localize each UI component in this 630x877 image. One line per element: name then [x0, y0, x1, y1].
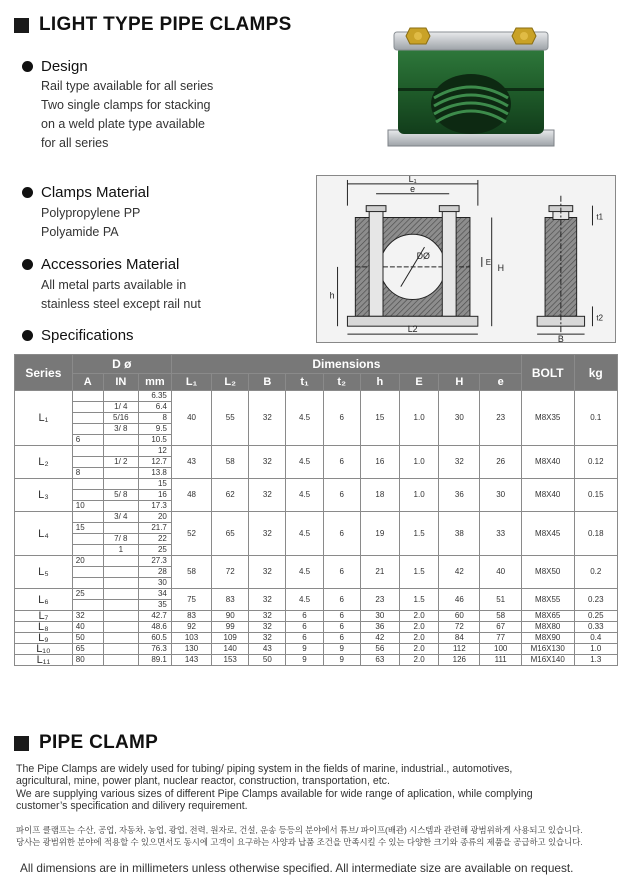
d-in-cell [103, 446, 138, 457]
dim-h-small-cell: 36 [360, 622, 399, 633]
pipe-clamp-title: PIPE CLAMP [14, 732, 158, 754]
bolt-cell: M8X65 [521, 611, 574, 622]
header-series: Series [15, 355, 73, 391]
d-mm-cell: 6.4 [138, 402, 171, 413]
dim-b-cell: 32 [249, 512, 286, 556]
header-l2: L₂ [212, 374, 249, 391]
technical-drawing [316, 175, 616, 343]
d-a-cell: 32 [72, 611, 103, 622]
bolt-cell: M8X40 [521, 446, 574, 479]
bolt-cell: M16X130 [521, 644, 574, 655]
bolt-cell: M16X140 [521, 655, 574, 666]
dim-h-small-cell: 21 [360, 556, 399, 589]
pipe-clamp-photo [384, 18, 559, 153]
kg-cell: 0.2 [574, 556, 617, 589]
dim-l2-cell: 90 [212, 611, 249, 622]
header-in: IN [103, 374, 138, 391]
dim-t1-cell: 4.5 [286, 512, 323, 556]
series-cell: L₉ [15, 633, 73, 644]
d-mm-cell: 25 [138, 545, 171, 556]
dim-t2-cell: 6 [323, 479, 360, 512]
table-row [15, 479, 618, 490]
d-in-cell [103, 501, 138, 512]
dim-h-small-cell: 23 [360, 589, 399, 611]
dim-l2-cell: 109 [212, 633, 249, 644]
dim-t2-cell: 6 [323, 622, 360, 633]
dim-t2-cell: 6 [323, 391, 360, 446]
d-mm-cell: 28 [138, 567, 171, 578]
kg-cell: 0.23 [574, 589, 617, 611]
d-a-cell [72, 479, 103, 490]
dim-b-cell: 32 [249, 479, 286, 512]
d-a-cell: 80 [72, 655, 103, 666]
d-mm-cell: 22 [138, 534, 171, 545]
series-cell: L₃ [15, 479, 73, 512]
dim-h-small-cell: 56 [360, 644, 399, 655]
dim-h-big-cell: 30 [439, 391, 480, 446]
series-cell: L₆ [15, 589, 73, 611]
d-in-cell [103, 468, 138, 479]
header-e-big: E [399, 374, 438, 391]
d-a-cell: 65 [72, 644, 103, 655]
table-row [15, 512, 618, 523]
dim-b-cell: 43 [249, 644, 286, 655]
d-mm-cell: 89.1 [138, 655, 171, 666]
dim-h-small-cell: 15 [360, 391, 399, 446]
dim-e-big-cell: 2.0 [399, 655, 438, 666]
d-in-cell [103, 479, 138, 490]
dim-e-big-cell: 2.0 [399, 633, 438, 644]
label-l2: L2 [407, 324, 418, 335]
kg-cell: 0.15 [574, 479, 617, 512]
d-in-cell: 1/ 4 [103, 402, 138, 413]
d-a-cell [72, 424, 103, 435]
dot-bullet-icon [22, 259, 33, 270]
dim-t2-cell: 6 [323, 446, 360, 479]
dim-l1-cell: 40 [171, 391, 211, 446]
dim-l2-cell: 99 [212, 622, 249, 633]
d-a-cell [72, 446, 103, 457]
dim-l1-cell: 52 [171, 512, 211, 556]
dim-h-big-cell: 60 [439, 611, 480, 622]
dim-e-big-cell: 2.0 [399, 622, 438, 633]
dim-e-small-cell: 58 [480, 611, 521, 622]
d-mm-cell: 10.5 [138, 435, 171, 446]
dim-t1-cell: 9 [286, 655, 323, 666]
d-in-cell [103, 435, 138, 446]
dim-h-big-cell: 32 [439, 446, 480, 479]
dim-b-cell: 32 [249, 556, 286, 589]
d-mm-cell: 12 [138, 446, 171, 457]
d-in-cell [103, 578, 138, 589]
d-in-cell [103, 600, 138, 611]
d-a-cell [72, 457, 103, 468]
d-mm-cell: 27.3 [138, 556, 171, 567]
kg-cell: 0.4 [574, 633, 617, 644]
dim-e-big-cell: 2.0 [399, 644, 438, 655]
d-mm-cell: 42.7 [138, 611, 171, 622]
d-mm-cell: 35 [138, 600, 171, 611]
dim-b-cell: 32 [249, 611, 286, 622]
header-t1: t₁ [286, 374, 323, 391]
d-in-cell: 1/ 2 [103, 457, 138, 468]
dim-e-small-cell: 40 [480, 556, 521, 589]
design-text: Rail type available for all series Two single clamps for stacking on a weld plate type available for all series [41, 79, 214, 150]
header-d: D ø [72, 355, 171, 374]
series-cell: L₅ [15, 556, 73, 589]
d-mm-cell: 34 [138, 589, 171, 600]
table-row [15, 655, 618, 666]
header-l1: L₁ [171, 374, 211, 391]
dim-e-big-cell: 2.0 [399, 611, 438, 622]
dim-b-cell: 50 [249, 655, 286, 666]
dim-l1-cell: 103 [171, 633, 211, 644]
dim-l1-cell: 130 [171, 644, 211, 655]
d-in-cell: 3/ 8 [103, 424, 138, 435]
header-kg: kg [574, 355, 617, 391]
label-l1: L₁ [408, 175, 417, 184]
kg-cell: 1.3 [574, 655, 617, 666]
d-a-cell [72, 391, 103, 402]
d-a-cell [72, 402, 103, 413]
d-a-cell: 50 [72, 633, 103, 644]
dim-l1-cell: 143 [171, 655, 211, 666]
dim-l1-cell: 83 [171, 611, 211, 622]
dim-t1-cell: 4.5 [286, 589, 323, 611]
dim-h-small-cell: 18 [360, 479, 399, 512]
kg-cell: 0.25 [574, 611, 617, 622]
dim-t1-cell: 9 [286, 644, 323, 655]
series-cell: L₂ [15, 446, 73, 479]
dim-e-small-cell: 51 [480, 589, 521, 611]
d-mm-cell: 9.5 [138, 424, 171, 435]
table-row [15, 633, 618, 644]
dim-l2-cell: 65 [212, 512, 249, 556]
d-mm-cell: 21.7 [138, 523, 171, 534]
header-a: A [72, 374, 103, 391]
header-b: B [249, 374, 286, 391]
d-mm-cell: 60.5 [138, 633, 171, 644]
clamps-material-text: Polypropylene PP Polyamide PA [41, 206, 141, 239]
dim-l1-cell: 48 [171, 479, 211, 512]
dim-t2-cell: 9 [323, 644, 360, 655]
series-cell: L₄ [15, 512, 73, 556]
d-a-cell: 10 [72, 501, 103, 512]
dot-bullet-icon [22, 330, 33, 341]
d-mm-cell: 8 [138, 413, 171, 424]
table-row [15, 556, 618, 567]
dim-t2-cell: 6 [323, 512, 360, 556]
dim-e-small-cell: 111 [480, 655, 521, 666]
d-mm-cell: 16 [138, 490, 171, 501]
footer-note: All dimensions are in millimeters unless otherwise specified. All intermediate size are available on request. [20, 861, 574, 875]
dim-t1-cell: 4.5 [286, 556, 323, 589]
dim-e-small-cell: 33 [480, 512, 521, 556]
header-mm: mm [138, 374, 171, 391]
kg-cell: 0.1 [574, 391, 617, 446]
d-mm-cell: 48.6 [138, 622, 171, 633]
label-h-big: H [497, 262, 505, 273]
dim-b-cell: 32 [249, 446, 286, 479]
dim-h-big-cell: 42 [439, 556, 480, 589]
dim-e-small-cell: 23 [480, 391, 521, 446]
d-mm-cell: 15 [138, 479, 171, 490]
dim-h-small-cell: 30 [360, 611, 399, 622]
d-mm-cell: 17.3 [138, 501, 171, 512]
d-in-cell [103, 567, 138, 578]
bolt-cell: M8X55 [521, 589, 574, 611]
table-row [15, 622, 618, 633]
dim-h-small-cell: 19 [360, 512, 399, 556]
kg-cell: 0.12 [574, 446, 617, 479]
series-cell: L₁₀ [15, 644, 73, 655]
dim-h-small-cell: 63 [360, 655, 399, 666]
label-e: e [410, 183, 416, 194]
dim-l1-cell: 43 [171, 446, 211, 479]
dim-t1-cell: 4.5 [286, 479, 323, 512]
accessories-material-text: All metal parts available in stainless steel except rail nut [41, 278, 201, 311]
label-b: B [557, 334, 564, 343]
clamps-material-heading: Clamps Material [22, 184, 149, 201]
header-t2: t₂ [323, 374, 360, 391]
header-h-big: H [439, 374, 480, 391]
kg-cell: 0.33 [574, 622, 617, 633]
bolt-cell: M8X35 [521, 391, 574, 446]
dim-l2-cell: 72 [212, 556, 249, 589]
dim-l2-cell: 58 [212, 446, 249, 479]
d-a-cell: 8 [72, 468, 103, 479]
dim-h-big-cell: 36 [439, 479, 480, 512]
d-in-cell [103, 633, 138, 644]
header-dimensions: Dimensions [171, 355, 521, 374]
dim-t2-cell: 6 [323, 589, 360, 611]
dim-t2-cell: 6 [323, 556, 360, 589]
series-cell: L₇ [15, 611, 73, 622]
dot-bullet-icon [22, 61, 33, 72]
d-a-cell: 6 [72, 435, 103, 446]
d-a-cell: 40 [72, 622, 103, 633]
d-mm-cell: 12.7 [138, 457, 171, 468]
dim-l2-cell: 83 [212, 589, 249, 611]
dim-t1-cell: 4.5 [286, 391, 323, 446]
dim-h-small-cell: 42 [360, 633, 399, 644]
specifications-heading: Specifications [22, 327, 134, 344]
d-a-cell: 20 [72, 556, 103, 567]
d-mm-cell: 13.8 [138, 468, 171, 479]
table-row [15, 391, 618, 402]
dim-h-big-cell: 112 [439, 644, 480, 655]
label-d: DØ [416, 251, 430, 261]
dim-e-big-cell: 1.0 [399, 446, 438, 479]
label-t2: t2 [596, 313, 604, 323]
dim-l2-cell: 62 [212, 479, 249, 512]
pipe-clamp-description: The Pipe Clamps are widely used for tubing/ piping system in the fields of marine, industrial., automotives, agricultural, mine, power plant, nuclear reactor, construction, transportation, etc. We are supplying various sizes of different Pipe Clamps available for wide range of aplication, while complying customer’s specification and dilivery requirement. [16, 763, 533, 813]
d-mm-cell: 30 [138, 578, 171, 589]
dim-e-small-cell: 30 [480, 479, 521, 512]
d-mm-cell: 76.3 [138, 644, 171, 655]
d-in-cell: 5/ 8 [103, 490, 138, 501]
d-in-cell: 5/16 [103, 413, 138, 424]
d-mm-cell: 20 [138, 512, 171, 523]
design-heading: Design [22, 58, 88, 75]
dim-t1-cell: 6 [286, 611, 323, 622]
dim-e-big-cell: 1.5 [399, 589, 438, 611]
dim-l1-cell: 58 [171, 556, 211, 589]
dim-e-small-cell: 77 [480, 633, 521, 644]
dim-b-cell: 32 [249, 589, 286, 611]
dim-t1-cell: 4.5 [286, 446, 323, 479]
kg-cell: 0.18 [574, 512, 617, 556]
d-a-cell [72, 490, 103, 501]
dim-l2-cell: 55 [212, 391, 249, 446]
d-in-cell: 7/ 8 [103, 534, 138, 545]
dim-l2-cell: 140 [212, 644, 249, 655]
table-row [15, 644, 618, 655]
square-bullet-icon [14, 736, 29, 751]
dim-l2-cell: 153 [212, 655, 249, 666]
header-h-small: h [360, 374, 399, 391]
dot-bullet-icon [22, 187, 33, 198]
dim-h-big-cell: 46 [439, 589, 480, 611]
specifications-table [14, 354, 618, 666]
pipe-clamp-description-korean: 파이프 클램프는 수산, 공업, 자동차, 농업, 광업, 전력, 원자로, 건설, 운송 등등의 분야에서 튜브/ 파이프(배관) 시스템과 관련해 광범위하게 사용되고 있습니다. 당사는 광범위한 분야에 적용할 수 있으면서도 동시에 고객이 요구하는 사양과 납품 조건을 만족시킬 수 있는 다양한 크기와 종류의 제품을 공급하고 있습니다. [16, 825, 583, 847]
dim-e-big-cell: 1.5 [399, 512, 438, 556]
header-bolt: BOLT [521, 355, 574, 391]
table-row [15, 611, 618, 622]
dim-b-cell: 32 [249, 622, 286, 633]
dim-b-cell: 32 [249, 391, 286, 446]
dim-h-big-cell: 72 [439, 622, 480, 633]
page-title: LIGHT TYPE PIPE CLAMPS [14, 14, 292, 36]
label-e-offset: E [485, 257, 492, 267]
d-in-cell: 1 [103, 545, 138, 556]
table-row [15, 589, 618, 600]
d-in-cell [103, 391, 138, 402]
d-a-cell [72, 413, 103, 424]
label-h: h [329, 290, 335, 301]
dim-l1-cell: 75 [171, 589, 211, 611]
kg-cell: 1.0 [574, 644, 617, 655]
d-in-cell [103, 523, 138, 534]
header-e-small: e [480, 374, 521, 391]
bolt-cell: M8X90 [521, 633, 574, 644]
d-in-cell [103, 655, 138, 666]
dim-e-small-cell: 67 [480, 622, 521, 633]
d-a-cell [72, 512, 103, 523]
label-t1: t1 [596, 212, 604, 222]
dim-e-big-cell: 1.5 [399, 556, 438, 589]
table-row [15, 446, 618, 457]
d-a-cell [72, 545, 103, 556]
d-in-cell: 3/ 4 [103, 512, 138, 523]
dim-h-big-cell: 126 [439, 655, 480, 666]
d-a-cell [72, 567, 103, 578]
dim-l1-cell: 92 [171, 622, 211, 633]
dim-e-big-cell: 1.0 [399, 479, 438, 512]
dim-e-small-cell: 100 [480, 644, 521, 655]
d-in-cell [103, 622, 138, 633]
dim-t1-cell: 6 [286, 633, 323, 644]
dim-h-small-cell: 16 [360, 446, 399, 479]
dim-e-big-cell: 1.0 [399, 391, 438, 446]
d-in-cell [103, 556, 138, 567]
bolt-cell: M8X80 [521, 622, 574, 633]
series-cell: L₁ [15, 391, 73, 446]
d-in-cell [103, 589, 138, 600]
d-a-cell [72, 534, 103, 545]
d-in-cell [103, 644, 138, 655]
dim-t2-cell: 9 [323, 655, 360, 666]
dim-t1-cell: 6 [286, 622, 323, 633]
series-cell: L₁₁ [15, 655, 73, 666]
series-cell: L₈ [15, 622, 73, 633]
dim-b-cell: 32 [249, 633, 286, 644]
d-in-cell [103, 611, 138, 622]
bolt-cell: M8X40 [521, 479, 574, 512]
dim-t2-cell: 6 [323, 633, 360, 644]
accessories-material-heading: Accessories Material [22, 256, 179, 273]
dim-h-big-cell: 84 [439, 633, 480, 644]
bolt-cell: M8X50 [521, 556, 574, 589]
d-a-cell: 15 [72, 523, 103, 534]
d-a-cell [72, 600, 103, 611]
square-bullet-icon [14, 18, 29, 33]
d-mm-cell: 6.35 [138, 391, 171, 402]
d-a-cell: 25 [72, 589, 103, 600]
dim-t2-cell: 6 [323, 611, 360, 622]
dim-e-small-cell: 26 [480, 446, 521, 479]
dim-h-big-cell: 38 [439, 512, 480, 556]
bolt-cell: M8X45 [521, 512, 574, 556]
d-a-cell [72, 578, 103, 589]
